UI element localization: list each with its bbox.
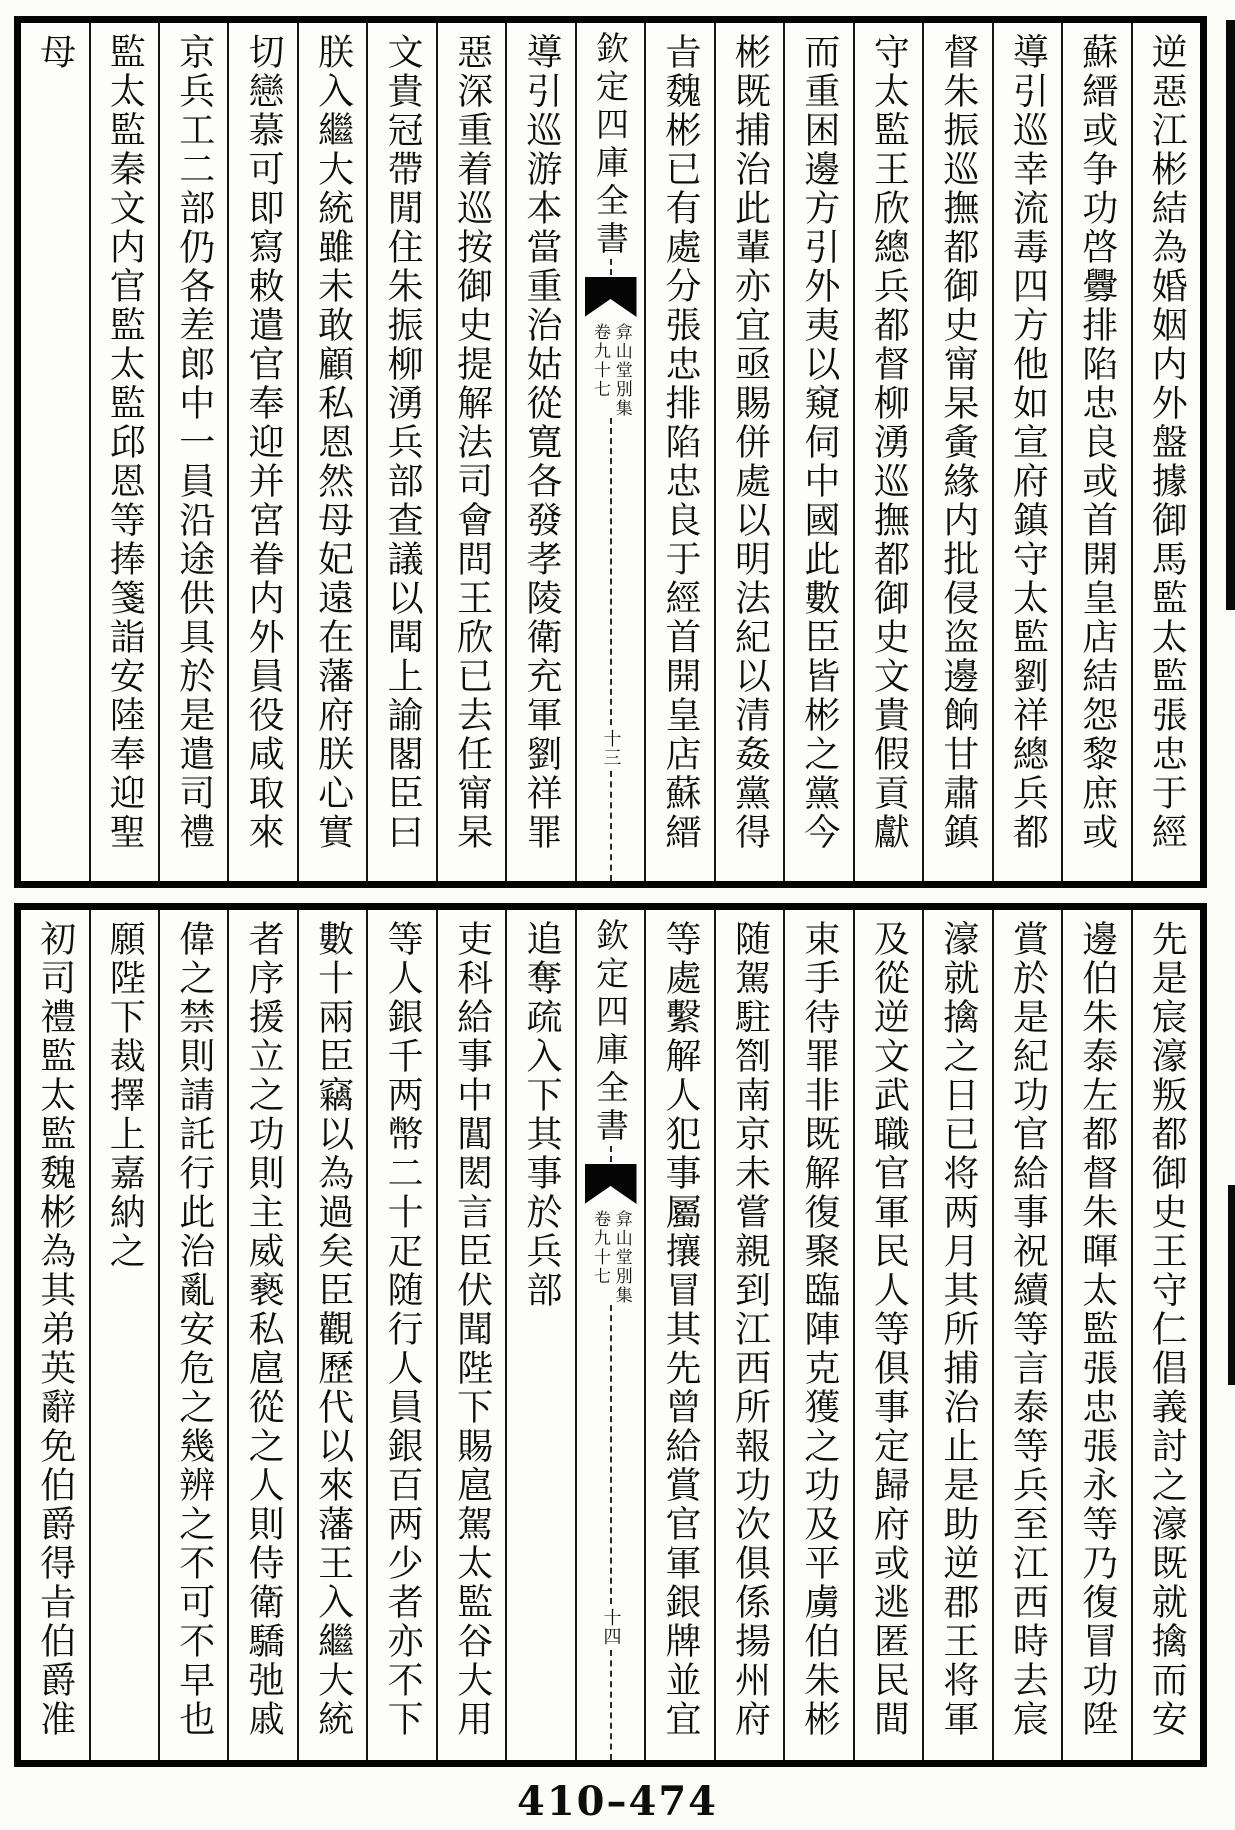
text-column: 京兵工二部仍各差郎中一員沿途供具於是遣司禮: [158, 23, 227, 881]
text-column: 願陛下裁擇上嘉納之: [89, 910, 158, 1760]
banxin-dashed-rule: [610, 771, 612, 881]
text-column: 濠就擒之日已将两月其所捕治止是助逆郡王将軍: [922, 910, 991, 1760]
banxin-dashed-rule: [610, 1146, 612, 1162]
banxin-book-title: 弇山堂別集: [611, 1210, 632, 1305]
text-column: 文貴冠帶閒住朱振柳湧兵部查議以聞上諭閣臣曰: [366, 23, 435, 881]
banxin-dashed-rule: [610, 259, 612, 275]
banxin-dashed-rule: [610, 418, 612, 725]
text-column: 督朱振巡撫都御史甯杲夤緣内批侵盗邊餉甘肅鎮: [922, 23, 991, 881]
text-column: 㫖魏彬已有處分張忠排陷忠良于經首開皇店蘇縉: [644, 23, 713, 881]
banxin-series-title: 欽定四庫全書: [591, 31, 631, 259]
text-column: 惡深重着巡按御史提解法司會問王欣已去任甯杲: [436, 23, 505, 881]
banxin-juan-number: 卷九十七: [590, 1210, 611, 1286]
text-column: 監太監秦文内官監太監邱恩等捧箋詣安陸奉迎聖: [89, 23, 158, 881]
text-column: 賞於是紀功官給事祝續等言泰等兵至江西時去宸: [992, 910, 1061, 1760]
banxin-dashed-rule: [610, 1305, 612, 1604]
text-column: 而重困邊方引外夷以窺伺中國此數臣皆彬之黨今: [783, 23, 852, 881]
text-column: 追奪疏入下其事於兵部: [505, 910, 574, 1760]
text-column: 初司禮監太監魏彬為其弟英辭免伯爵得㫖伯爵准: [34, 920, 76, 1739]
folio-block-top: [14, 16, 1207, 888]
text-column: 朕入繼大統雖未敢顧私恩然母妃遠在藩府朕心實: [297, 23, 366, 881]
banxin-gutter-column: [575, 910, 644, 1760]
banxin-dashed-rule: [610, 1650, 612, 1760]
banxin-series-title: 欽定四庫全書: [591, 918, 631, 1146]
text-column: 随駕駐劄南京未嘗親到江西所報功次俱係揚州府: [714, 910, 783, 1760]
banxin-folio-number: 十三: [600, 729, 622, 767]
banxin-book-and-juan: [590, 323, 630, 418]
text-column: 偉之禁則請託行此治亂安危之幾辨之不可不早也: [158, 910, 227, 1760]
text-column: 者序援立之功則主威褻私扈從之人則侍衛驕弛戚: [227, 910, 296, 1760]
text-column: 等人銀千两幣二十疋随行人員銀百两少者亦不下: [366, 910, 435, 1760]
text-column: 先是宸濠叛都御史王守仁倡義討之濠既就擒而安: [1131, 910, 1200, 1760]
page-number: 410–474: [517, 1778, 718, 1825]
text-column: 導引巡游本當重治姑從寛各發孝陵衛充軍劉祥罪: [505, 23, 574, 881]
text-column: 數十兩臣竊以為過矣臣觀歷代以來藩王入繼大統: [297, 910, 366, 1760]
banxin-book-and-juan: [590, 1210, 630, 1305]
banxin-folio-number: 十四: [600, 1608, 622, 1646]
text-column: 邊伯朱泰左都督朱暉太監張忠張永等乃復冒功陞: [1061, 910, 1130, 1760]
folio-block-bottom: [14, 903, 1207, 1767]
fishtail-mark-icon: [585, 277, 637, 317]
text-column: 等處繫解人犯事屬攘冒其先曾給賞官軍銀牌並宜: [644, 910, 713, 1760]
text-column: 蘇縉或争功啓釁排陷忠良或首開皇店結怨黎庶或: [1061, 23, 1130, 881]
banxin-gutter-column: [575, 23, 644, 881]
text-column: 束手待罪非既解復聚臨陣克獲之功及平虜伯朱彬: [783, 910, 852, 1760]
text-column: 彬既捕治此輩亦宜亟賜併處以明法紀以清姦黨得: [714, 23, 783, 881]
text-column: 守太監王欣總兵都督柳湧巡撫都御史文貴假貢獻: [853, 23, 922, 881]
scan-edge-artifact: [1226, 20, 1235, 610]
fishtail-mark-icon: [585, 1164, 637, 1204]
banxin-book-title: 弇山堂別集: [611, 323, 632, 418]
text-column: 母: [34, 33, 76, 72]
text-column: 吏科給事中閶閎言臣伏聞陛下賜扈駕太監谷大用: [436, 910, 505, 1760]
text-column: 逆惡江彬結為婚姻内外盤據御馬監太監張忠于經: [1131, 23, 1200, 881]
banxin-juan-number: 卷九十七: [590, 323, 611, 399]
text-column: 及從逆文武職官軍民人等俱事定歸府或逃匿民間: [853, 910, 922, 1760]
text-column: 導引巡幸流毒四方他如宣府鎮守太監劉祥總兵都: [992, 23, 1061, 881]
scan-edge-artifact: [1228, 1185, 1235, 1385]
text-column: 切戀慕可即寫敕遣官奉迎并宮眷内外員役咸取來: [227, 23, 296, 881]
